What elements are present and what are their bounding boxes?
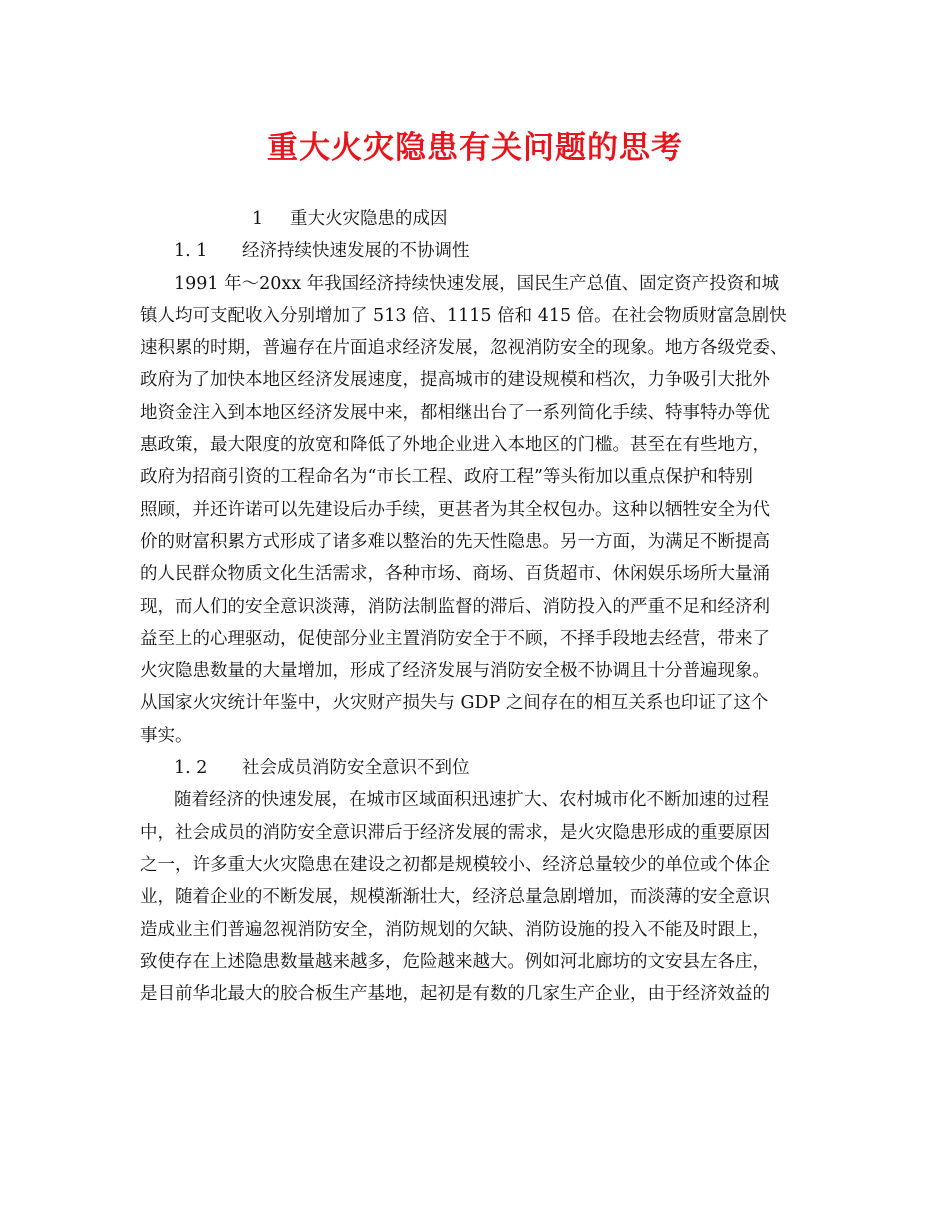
document-title: 重大火灾隐患有关问题的思考 (267, 130, 683, 166)
paragraph-line: 中，社会成员的消防安全意识滞后于经济发展的需求，是火灾隐患形成的重要原因 (140, 822, 770, 843)
paragraph-line: 事实。 (140, 725, 193, 746)
paragraph-line: 地资金注入到本地区经济发展中来，都相继出台了一系列简化手续、特事特办等优 (140, 402, 770, 423)
paragraph-line: 速积累的时期，普遍存在片面追求经济发展，忽视消防安全的现象。地方各级党委、 (140, 338, 788, 359)
section-number: 1. 1 (174, 241, 208, 262)
section-title: 经济持续快速发展的不协调性 (242, 241, 470, 262)
paragraph-line: 从国家火灾统计年鉴中，火灾财产损失与 GDP 之间存在的相互关系也印证了这个 (140, 693, 769, 714)
paragraph-line: 价的财富积累方式形成了诸多难以整治的先天性隐患。另一方面，为满足不断提高 (140, 531, 770, 552)
paragraph-line: 致使存在上述隐患数量越来越多，危险越来越大。例如河北廊坊的文安县左各庄， (140, 951, 770, 972)
paragraph-line: 之一，许多重大火灾隐患在建设之初都是规模较小、经济总量较少的单位或个体企 (140, 854, 770, 875)
paragraph-line: 1991 年～20xx 年我国经济持续快速发展，国民生产总值、固定资产投资和城 (174, 273, 780, 294)
paragraph-line: 镇人均可支配收入分别增加了 513 倍、1115 倍和 415 倍。在社会物质财富急剧快 (140, 305, 787, 326)
paragraph-line: 随着经济的快速发展，在城市区域面积迅速扩大、农村城市化不断加速的过程 (174, 790, 769, 811)
paragraph-line: 火灾隐患数量的大量增加，形成了经济发展与消防安全极不协调且十分普遍现象。 (140, 661, 770, 682)
section-heading-1-2 (140, 752, 815, 784)
section-title: 社会成员消防安全意识不到位 (242, 758, 470, 779)
paragraph-line: 照顾，并还许诺可以先建设后办手续，更甚者为其全权包办。这种以牺牲安全为代 (140, 499, 770, 520)
paragraph-line: 政府为招商引资的工程命名为“市长工程、政府工程”等头衔加以重点保护和特别 (140, 467, 753, 488)
section-heading-1-1 (140, 235, 815, 267)
paragraph-line: 政府为了加快本地区经济发展速度，提高城市的建设规模和档次，力争吸引大批外 (140, 370, 770, 391)
paragraph-line: 是目前华北最大的胶合板生产基地，起初是有数的几家生产企业，由于经济效益的 (140, 984, 770, 1005)
paragraph-line: 益至上的心理驱动，促使部分业主置消防安全于不顾，不择手段地去经营，带来了 (140, 628, 770, 649)
paragraph-line: 现，而人们的安全意识淡薄，消防法制监督的滞后、消防投入的严重不足和经济利 (140, 596, 770, 617)
section-heading-1 (140, 203, 815, 235)
paragraph-line: 惠政策，最大限度的放宽和降低了外地企业进入本地区的门槛。甚至在有些地方， (140, 435, 770, 456)
paragraph-line: 造成业主们普遍忽视消防安全，消防规划的欠缺、消防设施的投入不能及时跟上， (140, 919, 770, 940)
section-number: 1. 2 (174, 758, 208, 779)
document-body (140, 203, 815, 1010)
paragraph-line: 业，随着企业的不断发展，规模渐渐壮大，经济总量急剧增加，而淡薄的安全意识 (140, 887, 770, 908)
section-number: 1 (252, 209, 264, 229)
section-title: 重大火灾隐患的成因 (290, 209, 448, 229)
paragraph-line: 的人民群众物质文化生活需求，各种市场、商场、百货超市、休闲娱乐场所大量涌 (140, 564, 770, 585)
